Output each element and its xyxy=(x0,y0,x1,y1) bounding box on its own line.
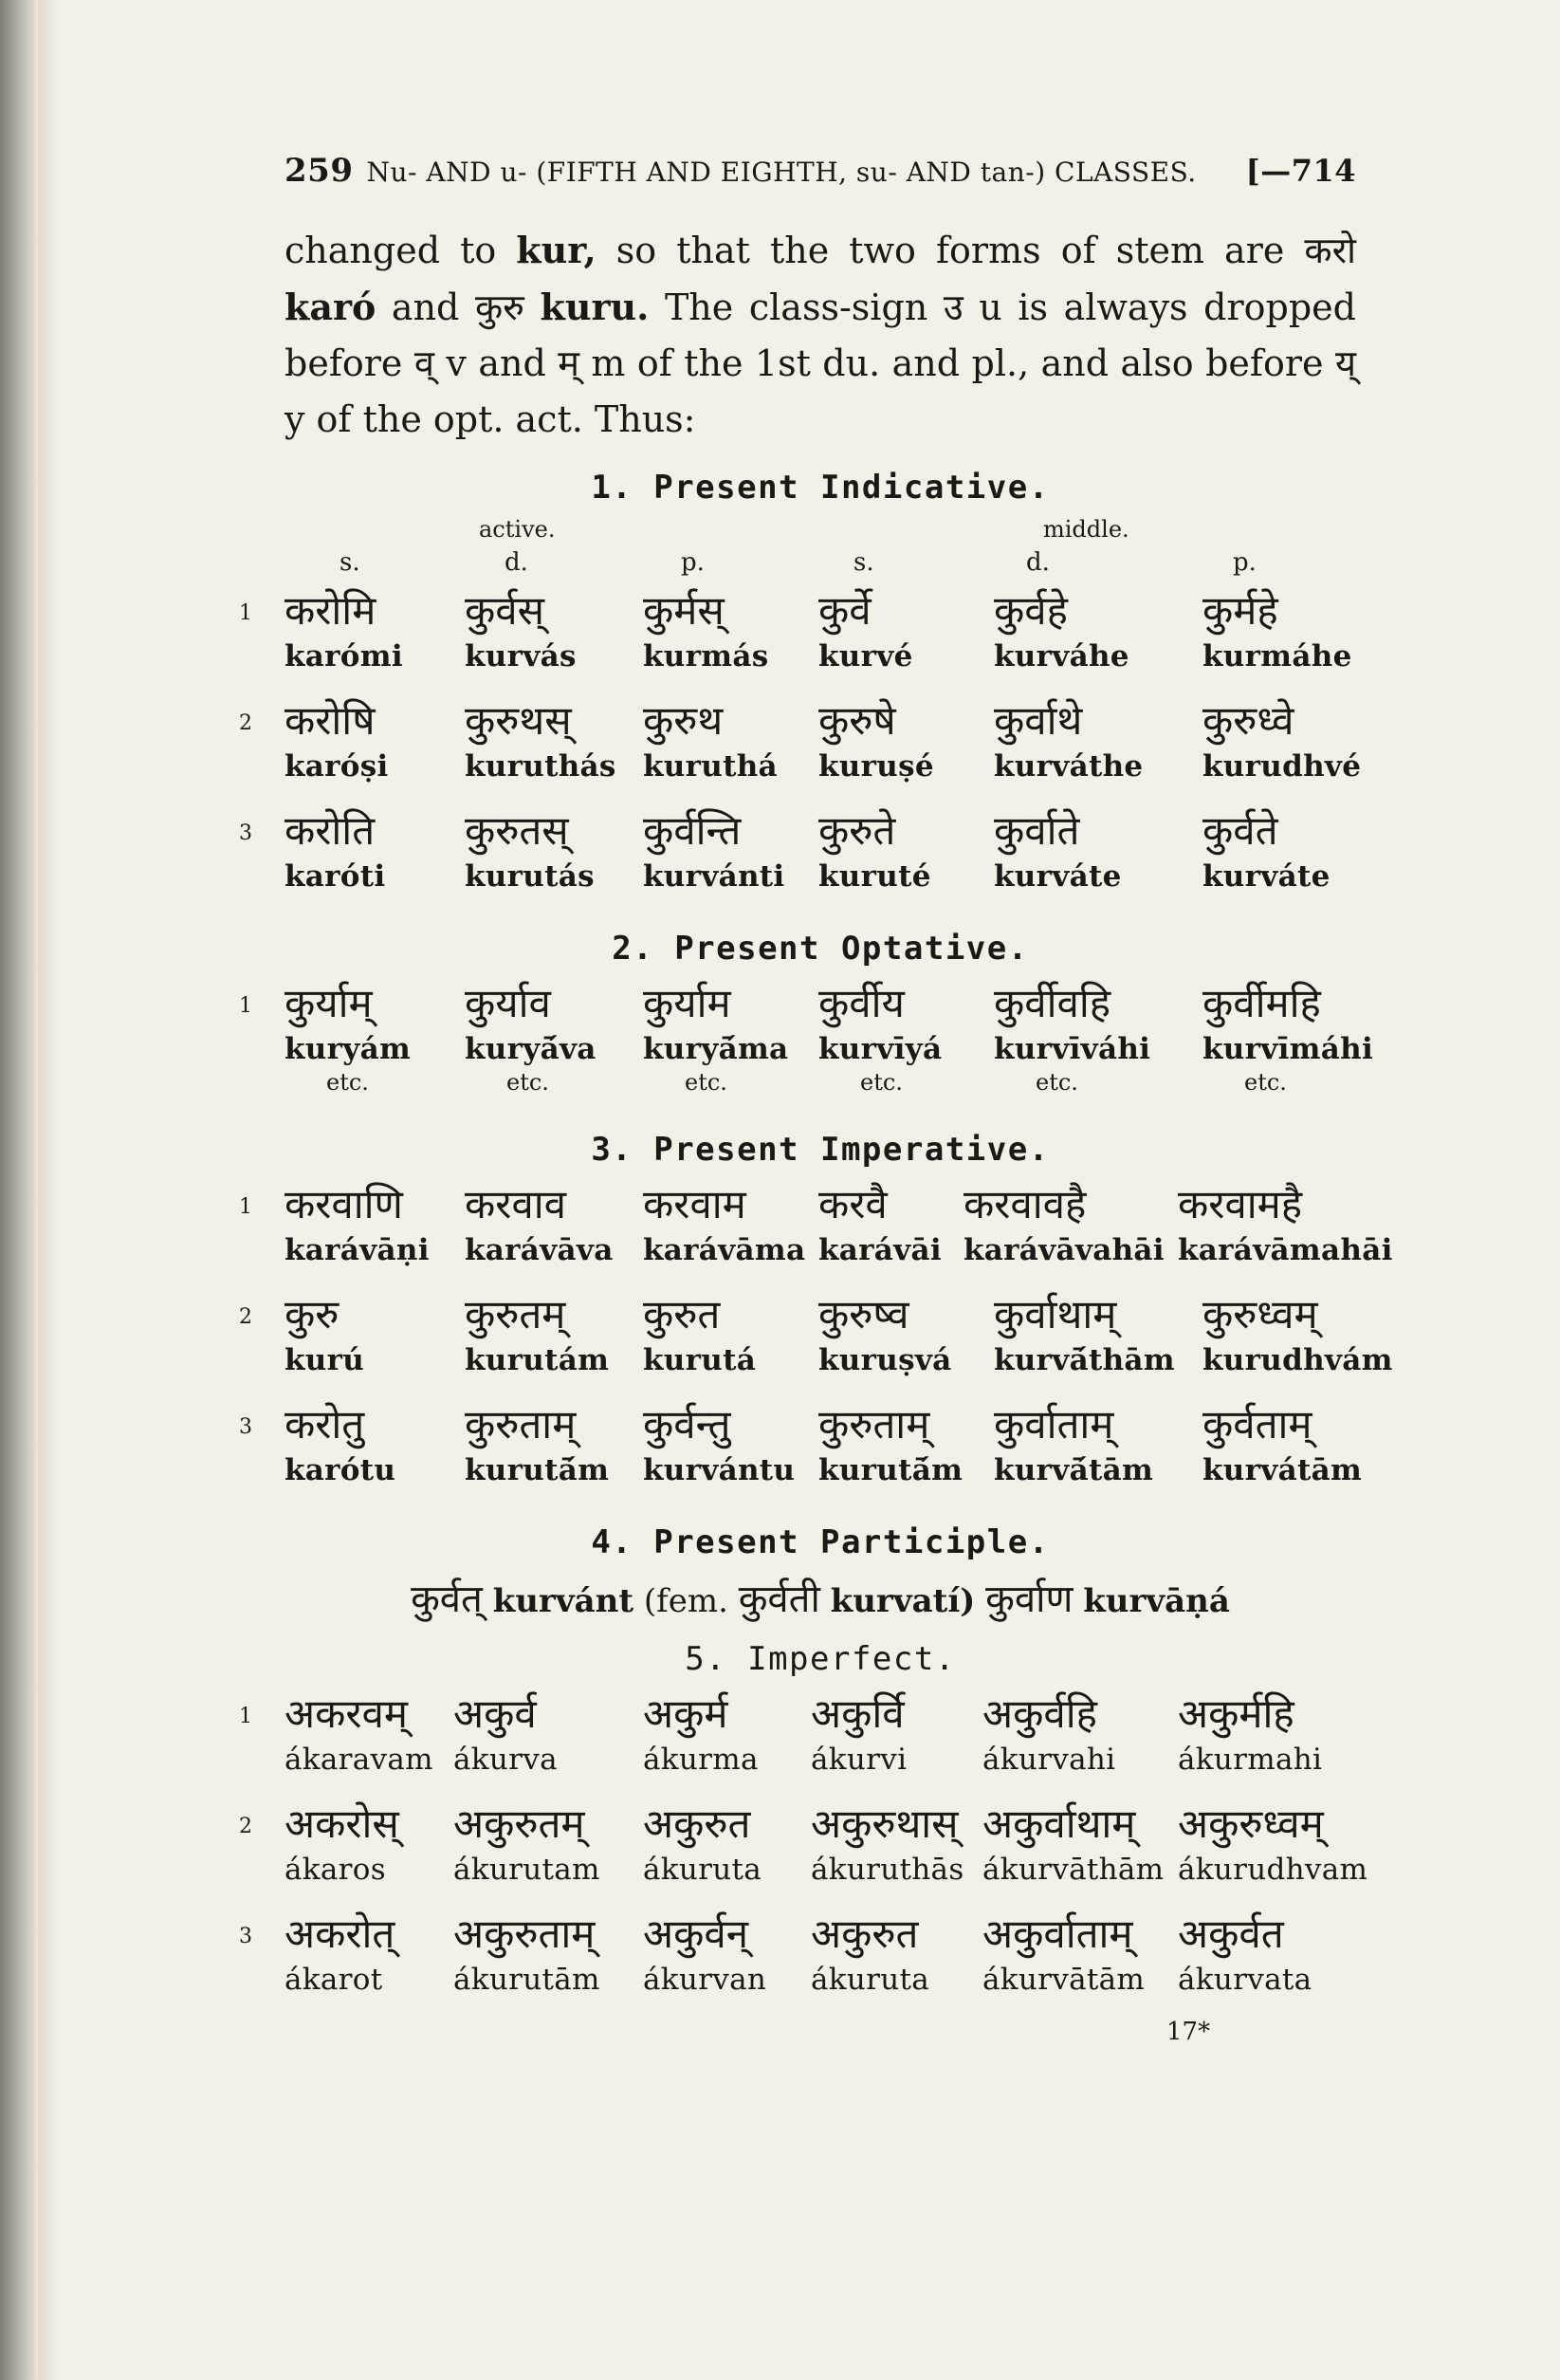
paradigm-cell xyxy=(994,694,1143,785)
paradigm-cell xyxy=(818,694,934,785)
devanagari-form: अकुरुत xyxy=(643,1800,751,1847)
transliteration: karávāvahāi xyxy=(964,1233,1165,1267)
transliteration: kurvé xyxy=(818,639,913,673)
devanagari-form: कुर्वन्ति xyxy=(643,807,742,854)
number-label-plural: p. xyxy=(681,548,705,577)
devanagari-form: कुर्वती xyxy=(738,1577,820,1621)
transliteration: kurvīyá xyxy=(818,1032,943,1066)
transliteration: kurvánti xyxy=(643,859,785,894)
devanagari-form: अकुर्वाताम् xyxy=(982,1910,1133,1957)
devanagari-form: कुर्वीवहि xyxy=(994,980,1111,1026)
transliteration: kurutás xyxy=(465,859,595,894)
devanagari-form: कुरुत xyxy=(643,1291,721,1338)
transliteration: ákaros xyxy=(284,1853,386,1887)
paradigm-cell xyxy=(994,584,1129,675)
paradigm-cell xyxy=(1202,804,1331,895)
paradigm-cell xyxy=(284,977,411,1097)
number-label-plural: p. xyxy=(1233,548,1257,577)
paradigm-cell xyxy=(811,1798,964,1889)
page-number: 259 xyxy=(284,152,354,190)
transliteration: kuruthás xyxy=(465,749,616,784)
intro-text: The class-sign xyxy=(649,286,944,328)
devanagari-form: कुर्याव xyxy=(465,980,551,1026)
transliteration: kurudhvé xyxy=(1202,749,1362,784)
devanagari-form: अकुर्वन् xyxy=(643,1910,749,1957)
intro-text: v and xyxy=(434,342,559,384)
transliteration: kurváte xyxy=(1202,859,1331,894)
transliteration: karávāi xyxy=(818,1233,942,1267)
person-number: 3 xyxy=(239,1415,252,1439)
paradigm-cell xyxy=(818,584,913,675)
transliteration: ákurma xyxy=(643,1743,759,1777)
number-label-dual: d. xyxy=(505,548,528,577)
transliteration: kuruthá xyxy=(643,749,778,784)
devanagari-form: कुर्वते xyxy=(1202,807,1278,854)
section-heading: 2. Present Optative. xyxy=(612,930,1029,968)
devanagari-form: कुर्वताम् xyxy=(1202,1401,1312,1448)
transliteration: karótu xyxy=(284,1453,396,1487)
transliteration: kuryám xyxy=(284,1032,412,1066)
transliteration: kurutā́m xyxy=(465,1453,610,1487)
paradigm-cell xyxy=(453,1688,558,1779)
intro-text: y of the opt. act. Thus: xyxy=(284,398,696,440)
person-number: 2 xyxy=(239,1815,252,1838)
paradigm-table xyxy=(239,584,1362,914)
paradigm-row xyxy=(239,1908,1356,2018)
transliteration: ákuruta xyxy=(643,1853,762,1887)
transliteration: ákurutam xyxy=(453,1853,600,1887)
transliteration: kuryā́va xyxy=(465,1032,596,1066)
intro-devanagari: म् xyxy=(558,342,579,384)
number-label-singular: s. xyxy=(853,548,874,577)
paradigm-cell xyxy=(643,1288,756,1379)
devanagari-form: कुर्वाते xyxy=(994,807,1080,854)
paradigm-table xyxy=(239,1688,1368,2018)
paradigm-cell xyxy=(1202,694,1361,785)
paradigm-table xyxy=(239,977,1374,1116)
devanagari-form: अकुरुध्वम् xyxy=(1178,1800,1324,1847)
devanagari-form: करोमि xyxy=(284,587,376,634)
transliteration: karóti xyxy=(284,859,386,894)
intro-paragraph xyxy=(284,222,1356,448)
etc-label: etc. xyxy=(506,1069,549,1096)
paradigm-cell xyxy=(643,1688,759,1779)
paradigm-row xyxy=(239,584,1356,694)
paradigm-cell xyxy=(643,977,788,1097)
etc-label: etc. xyxy=(1036,1069,1078,1096)
intro-devanagari: करो xyxy=(1304,230,1356,271)
devanagari-form: कुरुतम् xyxy=(465,1291,566,1338)
devanagari-form: कुरु xyxy=(284,1291,340,1338)
devanagari-form: अकुरुथास् xyxy=(811,1800,959,1847)
transliteration: karávāṇi xyxy=(284,1233,430,1267)
transliteration: ákurvan xyxy=(643,1963,767,1997)
transliteration: kurmás xyxy=(643,639,769,673)
devanagari-form: कुर्वाण xyxy=(985,1577,1074,1621)
devanagari-form: कुरुध्वम् xyxy=(1202,1291,1318,1338)
devanagari-form: कुरुतस् xyxy=(465,807,569,854)
transliteration: karómi xyxy=(284,639,403,673)
intro-devanagari: उ xyxy=(943,286,964,328)
paradigm-cell xyxy=(1178,1798,1367,1889)
devanagari-form: कुरुष्व xyxy=(818,1291,909,1338)
paradigm-cell xyxy=(465,1178,614,1269)
intro-text: u is always dropped before xyxy=(284,286,1356,384)
paradigm-cell xyxy=(994,977,1150,1097)
devanagari-form: कुर्वाताम् xyxy=(994,1401,1114,1448)
person-number: 1 xyxy=(239,601,252,625)
transliteration: kurvánt xyxy=(492,1582,634,1620)
transliteration: kuruṣvá xyxy=(818,1343,952,1377)
paradigm-cell xyxy=(1178,1908,1312,1999)
devanagari-form: अकुर्वाथाम् xyxy=(982,1800,1136,1847)
transliteration: kurvāṇá xyxy=(1083,1582,1230,1620)
transliteration: kurutám xyxy=(465,1343,610,1377)
person-number: 1 xyxy=(239,1195,252,1219)
transliteration: ákurvi xyxy=(811,1743,908,1777)
paradigm-cell xyxy=(994,1398,1153,1489)
transliteration: ákaravam xyxy=(284,1743,433,1777)
transliteration: kurutā́m xyxy=(818,1453,964,1487)
etc-label: etc. xyxy=(1244,1069,1287,1096)
paradigm-row xyxy=(239,1798,1368,1908)
intro-devanagari: कुरु xyxy=(474,286,524,328)
devanagari-form: अकरवम् xyxy=(284,1690,408,1737)
transliteration: kurú xyxy=(284,1343,365,1377)
devanagari-form: करवाव xyxy=(465,1181,567,1227)
transliteration: kurvátām xyxy=(1202,1453,1363,1487)
person-number: 1 xyxy=(239,1705,252,1728)
paradigm-row xyxy=(239,1398,1363,1508)
intro-devanagari: य् xyxy=(1334,342,1356,384)
devanagari-form: कुर्याम् xyxy=(284,980,373,1026)
paradigm-cell xyxy=(1202,584,1352,675)
intro-devanagari: व् xyxy=(413,342,434,384)
paradigm-row xyxy=(239,1178,1393,1288)
paradigm-cell xyxy=(818,804,931,895)
voice-active-label: active. xyxy=(479,516,556,543)
etc-label: etc. xyxy=(326,1069,369,1096)
devanagari-form: करोषि xyxy=(284,697,376,744)
intro-text: m of the 1st du. and pl., and also before xyxy=(578,342,1335,384)
number-label-singular: s. xyxy=(340,548,360,577)
voice-middle-label: middle. xyxy=(1043,516,1129,543)
paradigm-row xyxy=(239,804,1356,914)
transliteration: ákurva xyxy=(453,1743,558,1777)
voice-labels xyxy=(284,516,1356,548)
intro-text: and xyxy=(376,286,475,328)
person-number: 2 xyxy=(239,1305,252,1329)
paradigm-cell xyxy=(982,1798,1164,1889)
devanagari-form: करवै xyxy=(818,1181,888,1227)
paradigm-cell xyxy=(964,1178,1165,1269)
participle-line xyxy=(284,1571,1356,1623)
section-heading: 1. Present Indicative. xyxy=(591,469,1050,507)
paradigm-cell xyxy=(643,1178,805,1269)
devanagari-form: करवामहै xyxy=(1178,1181,1303,1227)
transliteration: ákurutām xyxy=(453,1963,600,1997)
devanagari-form: अकुरुताम् xyxy=(453,1910,596,1957)
paradigm-cell xyxy=(284,804,385,895)
transliteration: kurudhvám xyxy=(1202,1343,1393,1377)
devanagari-form: अकुरुतम् xyxy=(453,1800,585,1847)
section-heading: 4. Present Participle. xyxy=(591,1523,1050,1561)
devanagari-form: अकरोत् xyxy=(284,1910,395,1957)
page-content xyxy=(239,152,1393,2046)
devanagari-form: कुर्वाथे xyxy=(994,697,1083,744)
section-heading: 5. Imperfect. xyxy=(685,1640,956,1678)
devanagari-form: कुरुथस् xyxy=(465,697,572,744)
number-label-dual: d. xyxy=(1026,548,1050,577)
devanagari-form: कुरुताम् xyxy=(465,1401,577,1448)
paradigm-cell xyxy=(982,1908,1145,1999)
paradigm-row xyxy=(239,1288,1393,1398)
transliteration: ákurmahi xyxy=(1178,1743,1323,1777)
devanagari-form: कुर्महे xyxy=(1202,587,1278,634)
transliteration: ákurvahi xyxy=(982,1743,1116,1777)
paradigm-cell xyxy=(643,1798,762,1889)
paradigm-cell xyxy=(284,694,389,785)
paradigm-cell xyxy=(982,1688,1115,1779)
paradigm-cell xyxy=(818,1178,942,1269)
transliteration: kurvīváhi xyxy=(994,1032,1151,1066)
paradigm-cell xyxy=(643,584,769,675)
devanagari-form: करोतु xyxy=(284,1401,365,1448)
transliteration: kurvā́thām xyxy=(994,1343,1175,1377)
transliteration: kurmáhe xyxy=(1202,639,1352,673)
fem-label: (fem. xyxy=(643,1582,728,1620)
paradigm-cell xyxy=(994,1288,1175,1379)
paradigm-cell xyxy=(284,1398,395,1489)
devanagari-form: कुरुध्वे xyxy=(1202,697,1294,744)
transliteration: karávāmahāi xyxy=(1178,1233,1393,1267)
devanagari-form: कुर्वत् xyxy=(411,1577,483,1621)
intro-text: so that the two forms of stem are xyxy=(596,230,1305,271)
devanagari-form: करवावहै xyxy=(964,1181,1087,1227)
paradigm-cell xyxy=(643,694,778,785)
devanagari-form: अकुर्म xyxy=(643,1690,728,1737)
paradigm-cell xyxy=(465,804,595,895)
paradigm-cell xyxy=(284,1288,364,1379)
intro-text: changed to xyxy=(284,230,517,271)
paradigm-cell xyxy=(994,804,1122,895)
paradigm-row xyxy=(239,977,1374,1116)
number-labels xyxy=(284,548,1356,584)
intro-term: kur, xyxy=(516,229,596,271)
paradigm-cell xyxy=(465,977,596,1097)
devanagari-form: कुर्वाथाम् xyxy=(994,1291,1117,1338)
devanagari-form: करोति xyxy=(284,807,376,854)
paradigm-cell xyxy=(818,1398,963,1489)
transliteration: kurvatí) xyxy=(830,1582,976,1620)
paradigm-cell xyxy=(811,1688,907,1779)
paradigm-row xyxy=(239,694,1362,804)
paradigm-cell xyxy=(465,694,616,785)
paradigm-cell xyxy=(818,1288,952,1379)
transliteration: karávāma xyxy=(643,1233,806,1267)
paradigm-cell xyxy=(453,1798,600,1889)
paradigm-cell xyxy=(1202,1398,1362,1489)
intro-term: karó xyxy=(284,286,376,328)
section-range: [—714 xyxy=(1245,153,1356,189)
transliteration: kurvántu xyxy=(643,1453,796,1487)
transliteration: kurvás xyxy=(465,639,577,673)
paradigm-cell xyxy=(284,1178,430,1269)
etc-label: etc. xyxy=(860,1069,903,1096)
devanagari-form: कुर्वे xyxy=(818,587,872,634)
transliteration: ákurvata xyxy=(1178,1963,1312,1997)
paradigm-cell xyxy=(643,1398,795,1489)
paradigm-row xyxy=(239,1688,1356,1798)
paradigm-cell xyxy=(284,1688,433,1779)
person-number: 1 xyxy=(239,994,252,1018)
paradigm-cell xyxy=(465,584,577,675)
devanagari-form: कुर्वन्तु xyxy=(643,1401,731,1448)
paradigm-cell xyxy=(643,804,784,895)
transliteration: kurváhe xyxy=(994,639,1129,673)
running-head xyxy=(284,152,1356,190)
devanagari-form: कुरुथ xyxy=(643,697,724,744)
devanagari-form: अकुर्वहि xyxy=(982,1690,1097,1737)
devanagari-form: कुरुते xyxy=(818,807,896,854)
section-heading: 3. Present Imperative. xyxy=(591,1131,1050,1169)
transliteration: ákurvātām xyxy=(982,1963,1146,1997)
devanagari-form: अकुर्वत xyxy=(1178,1910,1284,1957)
transliteration: kuryā́ma xyxy=(643,1032,789,1066)
intro-term: kuru. xyxy=(540,286,650,328)
devanagari-form: कुर्वस् xyxy=(465,587,545,634)
transliteration: ákarot xyxy=(284,1963,383,1997)
devanagari-form: कुर्मस् xyxy=(643,587,725,634)
transliteration: kurváte xyxy=(994,859,1122,894)
devanagari-form: अकुर्वि xyxy=(811,1690,905,1737)
devanagari-form: कुरुताम् xyxy=(818,1401,930,1448)
paradigm-cell xyxy=(811,1908,929,1999)
paradigm-cell xyxy=(1202,1288,1393,1379)
paradigm-cell xyxy=(465,1288,609,1379)
paradigm-cell xyxy=(465,1398,609,1489)
paradigm-cell xyxy=(1178,1688,1322,1779)
transliteration: ákurvāthām xyxy=(982,1853,1165,1887)
devanagari-form: कुर्वहे xyxy=(994,587,1068,634)
paradigm-table xyxy=(239,1178,1393,1508)
devanagari-form: अकुरुत xyxy=(811,1910,919,1957)
transliteration: ákuruta xyxy=(811,1963,930,1997)
paradigm-cell xyxy=(1202,977,1373,1097)
transliteration: karóṣi xyxy=(284,749,389,784)
paradigm-cell xyxy=(643,1908,766,1999)
paradigm-cell xyxy=(284,584,403,675)
devanagari-form: अकुर्महि xyxy=(1178,1690,1294,1737)
devanagari-form: अकरोस् xyxy=(284,1800,399,1847)
person-number: 3 xyxy=(239,1925,252,1948)
signature-mark: 17* xyxy=(1166,2018,1211,2046)
devanagari-form: कुर्वीमहि xyxy=(1202,980,1321,1026)
transliteration: ákuruthās xyxy=(811,1853,964,1887)
book-binding-gradient xyxy=(38,0,59,2380)
paradigm-cell xyxy=(284,1798,399,1889)
book-binding-shadow xyxy=(0,0,38,2380)
running-title: Nu- AND u- (FIFTH AND EIGHTH, su- AND tan-) CLASSES. xyxy=(366,157,1197,188)
devanagari-form: कुर्वीय xyxy=(818,980,905,1026)
transliteration: kurvīmáhi xyxy=(1202,1032,1374,1066)
transliteration: kuruṣé xyxy=(818,749,934,784)
devanagari-form: अकुर्व xyxy=(453,1690,537,1737)
devanagari-form: करवाम xyxy=(643,1181,746,1227)
etc-label: etc. xyxy=(685,1069,727,1096)
devanagari-form: करवाणि xyxy=(284,1181,403,1227)
transliteration: kurváthe xyxy=(994,749,1144,784)
transliteration: kurutá xyxy=(643,1343,757,1377)
transliteration: kuruté xyxy=(818,859,931,894)
person-number: 2 xyxy=(239,711,252,735)
devanagari-form: कुर्याम xyxy=(643,980,731,1026)
transliteration: karávāva xyxy=(465,1233,614,1267)
paradigm-cell xyxy=(453,1908,600,1999)
transliteration: ákurudhvam xyxy=(1178,1853,1368,1887)
paradigm-cell xyxy=(284,1908,395,1999)
paradigm-cell xyxy=(1178,1178,1393,1269)
paradigm-cell xyxy=(818,977,942,1097)
person-number: 3 xyxy=(239,821,252,845)
transliteration: kurvā́tām xyxy=(994,1453,1154,1487)
devanagari-form: कुरुषे xyxy=(818,697,896,744)
